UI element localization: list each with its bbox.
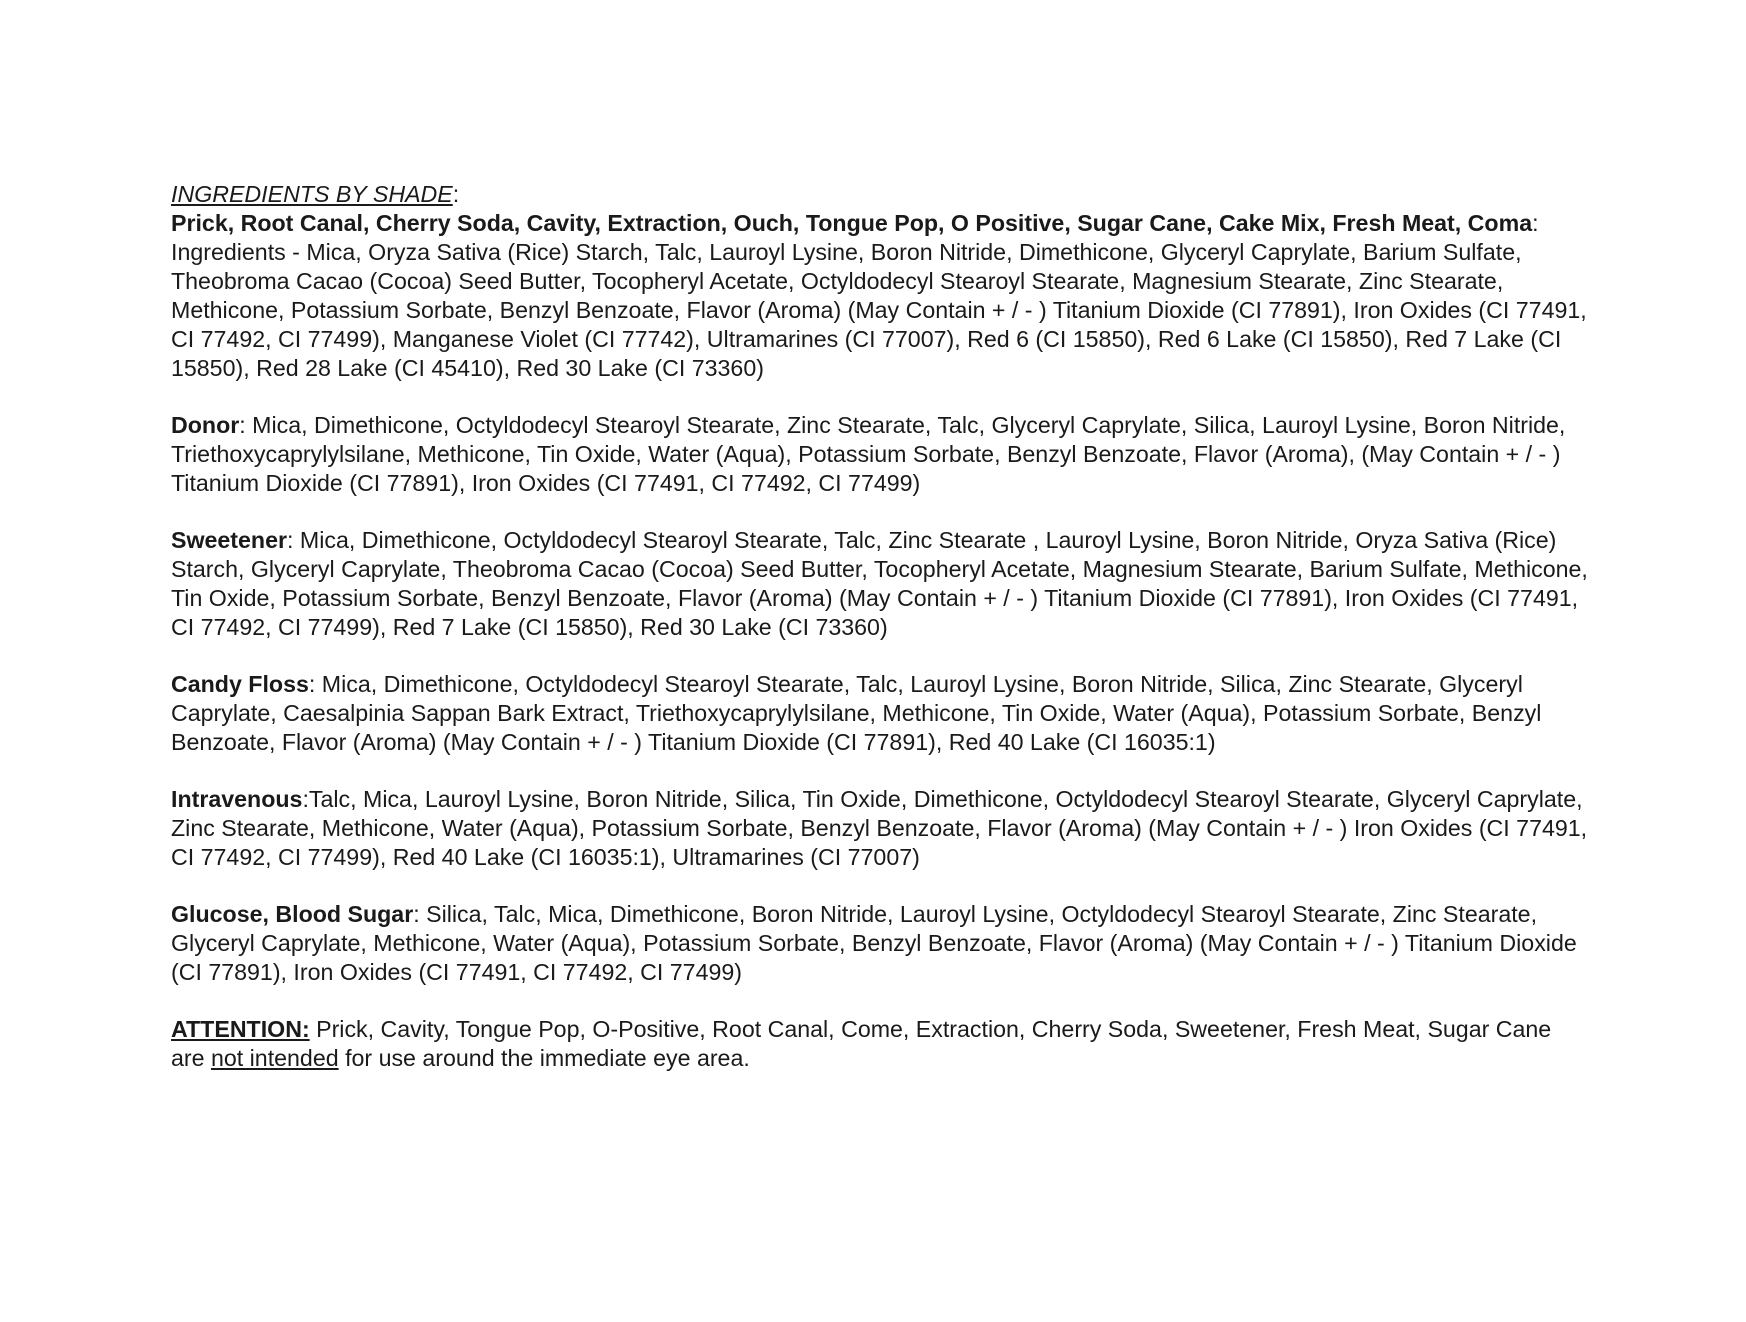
shade-names: Candy Floss	[171, 671, 309, 697]
shade-section-2	[171, 411, 1591, 498]
shade-names: Intravenous	[171, 786, 303, 812]
attention-text-after: for use around the immediate eye area.	[338, 1045, 750, 1071]
ingredient-list: : Mica, Dimethicone, Octyldodecyl Stearoyl Stearate, Talc, Zinc Stearate , Lauroyl Lysine, Boron Nitride, Oryza Sativa (Rice) Starch, Glyceryl Caprylate, Theobroma Cacao (Cocoa) Seed Butter, Tocopheryl Acetate, Magnesium Stearate, Barium Sulfate, Methicone, Tin Oxide, Potassium Sorbate, Benzyl Benzoate, Flavor (Aroma) (May Contain + / - ) Titanium Dioxide (CI 77891), Iron Oxides (CI 77491, CI 77492, CI 77499), Red 7 Lake (CI 15850), Red 30 Lake (CI 73360)	[171, 527, 1588, 640]
ingredient-list: : Mica, Dimethicone, Octyldodecyl Stearoyl Stearate, Talc, Lauroyl Lysine, Boron Nitride, Silica, Zinc Stearate, Glyceryl Caprylate, Caesalpinia Sappan Bark Extract, Triethoxycaprylylsilane, Methicone, Tin Oxide, Water (Aqua), Potassium Sorbate, Benzyl Benzoate, Flavor (Aroma) (May Contain + / - ) Titanium Dioxide (CI 77891), Red 40 Lake (CI 16035:1)	[171, 671, 1542, 755]
shade-section-4	[171, 670, 1591, 757]
shade-section-5	[171, 785, 1591, 872]
ingredient-list: : Silica, Talc, Mica, Dimethicone, Boron Nitride, Lauroyl Lysine, Octyldodecyl Stearoyl Stearate, Zinc Stearate, Glyceryl Caprylate, Methicone, Water (Aqua), Potassium Sorbate, Benzyl Benzoate, Flavor (Aroma) (May Contain + / - ) Titanium Dioxide (CI 77891), Iron Oxides (CI 77491, CI 77492, CI 77499)	[171, 901, 1577, 985]
shade-names: Sweetener	[171, 527, 287, 553]
ingredient-list: : Mica, Dimethicone, Octyldodecyl Stearoyl Stearate, Zinc Stearate, Talc, Glyceryl Caprylate, Silica, Lauroyl Lysine, Boron Nitride, Triethoxycaprylylsilane, Methicone, Tin Oxide, Water (Aqua), Potassium Sorbate, Benzyl Benzoate, Flavor (Aroma), (May Contain + / - ) Titanium Dioxide (CI 77891), Iron Oxides (CI 77491, CI 77492, CI 77499)	[171, 412, 1566, 496]
shade-names: Prick, Root Canal, Cherry Soda, Cavity, Extraction, Ouch, Tongue Pop, O Positive, Sugar Cane, Cake Mix, Fresh Meat, Coma	[171, 210, 1533, 236]
attention-label: ATTENTION:	[171, 1016, 310, 1042]
shade-section-1	[171, 209, 1591, 383]
shade-names: Glucose, Blood Sugar	[171, 901, 414, 927]
shade-section-6	[171, 900, 1591, 987]
attention-notice	[171, 1015, 1591, 1073]
shade-section-3	[171, 526, 1591, 642]
heading-colon: :	[452, 181, 460, 207]
heading-line	[171, 180, 1591, 209]
attention-underlined: not intended	[210, 1045, 339, 1071]
ingredients-document	[171, 180, 1591, 1073]
attention-text-before: Prick, Cavity, Tongue Pop, O-Positive, Root Canal, Come, Extraction, Cherry Soda, Sweetener, Fresh Meat, Sugar Cane are	[171, 1016, 1552, 1071]
shade-names: Donor	[171, 412, 240, 438]
document-heading: INGREDIENTS BY SHADE	[171, 181, 453, 207]
ingredient-list: : Ingredients - Mica, Oryza Sativa (Rice) Starch, Talc, Lauroyl Lysine, Boron Nitride, Dimethicone, Glyceryl Caprylate, Barium Sulfate, Theobroma Cacao (Cocoa) Seed Butter, Tocopheryl Acetate, Octyldodecyl Stearoyl Stearate, Magnesium Stearate, Zinc Stearate, Methicone, Potassium Sorbate, Benzyl Benzoate, Flavor (Aroma) (May Contain + / - ) Titanium Dioxide (CI 77891), Iron Oxides (CI 77491, CI 77492, CI 77499), Manganese Violet (CI 77742), Ultramarines (CI 77007), Red 6 (CI 15850), Red 6 Lake (CI 15850), Red 7 Lake (CI 15850), Red 28 Lake (CI 45410), Red 30 Lake (CI 73360)	[171, 210, 1587, 381]
ingredient-list: :Talc, Mica, Lauroyl Lysine, Boron Nitride, Silica, Tin Oxide, Dimethicone, Octyldodecyl Stearoyl Stearate, Glyceryl Caprylate, Zinc Stearate, Methicone, Water (Aqua), Potassium Sorbate, Benzyl Benzoate, Flavor (Aroma) (May Contain + / - ) Iron Oxides (CI 77491, CI 77492, CI 77499), Red 40 Lake (CI 16035:1), Ultramarines (CI 77007)	[171, 786, 1588, 870]
